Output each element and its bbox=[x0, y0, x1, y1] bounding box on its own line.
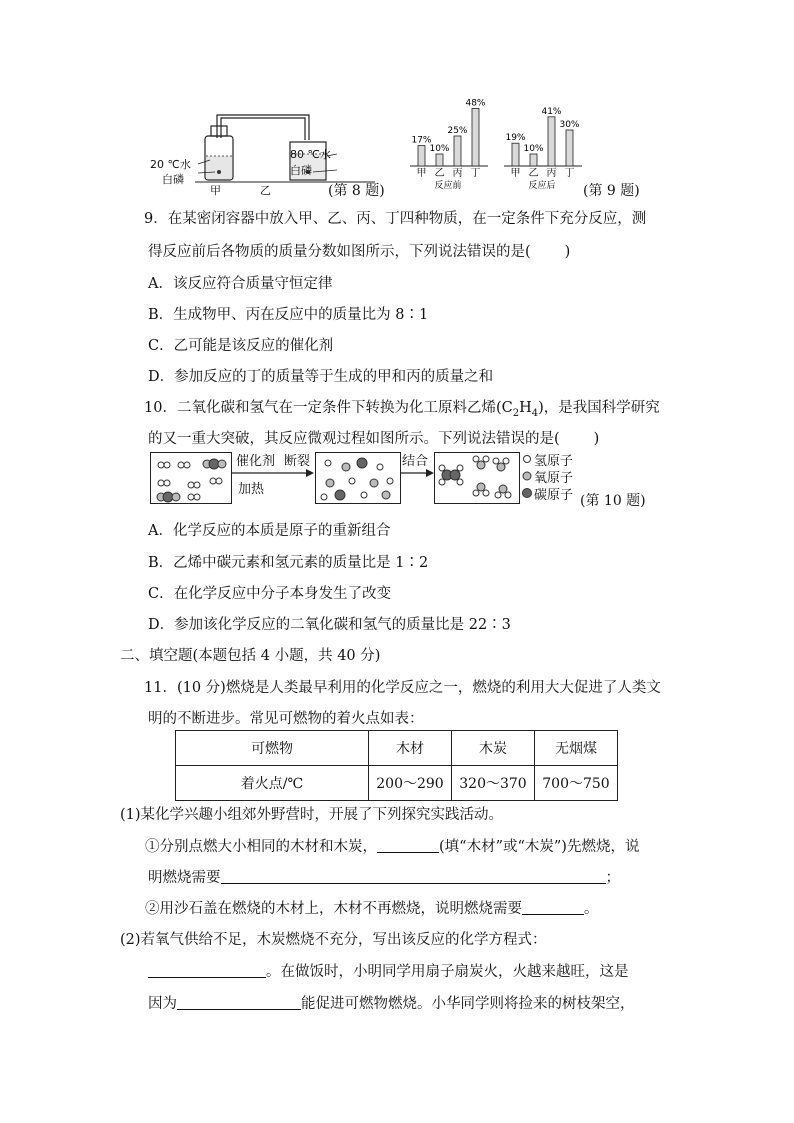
table-header-cell: 木炭 bbox=[452, 731, 535, 766]
bar bbox=[548, 117, 555, 166]
q11-part2-line3-text-a: 因为 bbox=[148, 996, 177, 1012]
arrow-1-icon bbox=[232, 468, 314, 478]
q10-option-d[interactable]: D．参加该化学反应的二氧化碳和氢气的质量比是 22∶3 bbox=[148, 617, 511, 633]
table-header-cell: 无烟煤 bbox=[535, 731, 618, 766]
ignition-point-table bbox=[175, 730, 618, 801]
q9-stem-line2 bbox=[148, 240, 570, 261]
q11-part2-line3 bbox=[148, 992, 635, 1013]
chart-subtitle: 反应前 bbox=[434, 181, 462, 191]
q11-part1-2-end: 。 bbox=[584, 901, 599, 917]
data-label: 48% bbox=[465, 98, 486, 109]
q11-part1-2 bbox=[145, 897, 599, 918]
data-label: 19% bbox=[505, 133, 526, 144]
q10-option-a[interactable]: A．化学反应的本质是原子的重新组合 bbox=[148, 523, 391, 539]
figure-8 bbox=[150, 108, 400, 198]
q11-blank-fuel[interactable] bbox=[377, 838, 439, 853]
q9-option-a[interactable]: A．该反应符合质量守恒定律 bbox=[148, 276, 333, 292]
q10-stem-part-b: H bbox=[519, 400, 532, 416]
q11-part2-line2 bbox=[148, 960, 629, 981]
q11-part1-2-text: ②用沙石盖在燃烧的木材上，木材不再燃烧，说明燃烧需要 bbox=[145, 901, 522, 917]
q11-part2-line2-text: 。在做饭时，小明同学用扇子扇炭火，火越来越旺，这是 bbox=[266, 964, 629, 980]
box-atoms bbox=[315, 452, 401, 504]
bar bbox=[566, 130, 573, 166]
q11-part1-1-text-a: ①分别点燃大小相同的木材和木炭， bbox=[145, 839, 377, 855]
table-cell: 着火点/℃ bbox=[176, 766, 369, 801]
figure-10-caption: (第 10 题) bbox=[580, 493, 646, 509]
q11-blank-reason[interactable] bbox=[177, 995, 301, 1010]
q11-part1-1-text-b: (填“木材”或“木炭”)先燃烧，说 bbox=[439, 839, 640, 855]
tick-label: 丁 bbox=[470, 168, 481, 179]
legend-oxygen: 氧原子 bbox=[534, 471, 574, 486]
bar bbox=[512, 143, 519, 166]
q11-part1-1-line1 bbox=[145, 835, 639, 856]
section-2-title: 二、填空题(本题包括 4 小题，共 40 分) bbox=[120, 648, 381, 664]
table-header-cell: 木材 bbox=[369, 731, 452, 766]
legend-oxygen-icon bbox=[522, 471, 532, 481]
q11-blank-equation[interactable] bbox=[148, 963, 266, 978]
legend-carbon: 碳原子 bbox=[534, 488, 574, 503]
q10-stem-part-c: )，是我国科学研究 bbox=[538, 400, 660, 416]
bar bbox=[454, 136, 461, 166]
label-80c-water: 80 ℃水 bbox=[290, 148, 331, 161]
label-yi: 乙 bbox=[260, 184, 271, 197]
tick-label: 甲 bbox=[510, 168, 521, 179]
bar bbox=[418, 146, 425, 166]
q11-part1-1-line2 bbox=[148, 866, 620, 887]
legend-hydrogen: 氢原子 bbox=[534, 454, 574, 469]
q11-part2-line3-text-b: 能促进可燃物燃烧。小华同学则将捡来的树枝架空， bbox=[301, 996, 635, 1012]
tick-label: 丁 bbox=[564, 168, 575, 179]
tick-label: 乙 bbox=[434, 168, 445, 179]
label-white-phosphorus-left: 白磷 bbox=[162, 173, 184, 186]
tick-label: 乙 bbox=[528, 168, 539, 179]
table-cell: 700～750 bbox=[535, 766, 618, 801]
tick-label: 甲 bbox=[416, 168, 427, 179]
label-white-phosphorus-right: 白磷 bbox=[290, 164, 312, 177]
q10-stem-part-a: 10．二氧化碳和氢气在一定条件下转换为化工原料乙烯(C bbox=[144, 400, 513, 416]
data-label: 25% bbox=[447, 126, 468, 136]
bar bbox=[530, 154, 537, 166]
q11-part1-1-text-c: 明燃烧需要 bbox=[148, 870, 221, 886]
figure-10 bbox=[150, 450, 650, 512]
data-label: 30% bbox=[559, 120, 580, 130]
table-cell: 200～290 bbox=[369, 766, 452, 801]
q10-stem-paren-close: ) bbox=[593, 431, 600, 447]
q11-stem-line2: 明的不断进步。常见可燃物的着火点如表： bbox=[148, 711, 424, 727]
label-heat: 加热 bbox=[238, 482, 265, 497]
data-label: 10% bbox=[429, 144, 450, 154]
q9-option-d[interactable]: D．参加反应的丁的质量等于生成的甲和丙的质量之和 bbox=[148, 369, 494, 385]
bar bbox=[472, 108, 479, 166]
q10-stem-line1 bbox=[144, 396, 660, 419]
bar bbox=[436, 154, 443, 166]
q9-option-b[interactable]: B．生成物甲、丙在反应中的质量比为 8∶1 bbox=[148, 307, 429, 323]
q11-blank-condition-2[interactable] bbox=[522, 900, 584, 915]
q11-part2-intro: (2)若氧气供给不足，木炭燃烧不充分，写出该反应的化学方程式： bbox=[120, 932, 547, 948]
figure-9 bbox=[408, 92, 648, 198]
data-label: 41% bbox=[541, 106, 562, 117]
q10-sub-4: 4 bbox=[531, 407, 539, 419]
label-20c-water: 20 ℃水 bbox=[150, 158, 191, 171]
figure-8-caption: (第 8 题) bbox=[328, 183, 385, 199]
label-break: 断裂 bbox=[284, 454, 311, 469]
figure-9-caption: (第 9 题) bbox=[583, 183, 640, 199]
q10-stem-line2 bbox=[148, 427, 599, 448]
table-row bbox=[176, 731, 618, 766]
box-reactants bbox=[150, 452, 232, 504]
q10-stem-text: 的又一重大突破，其反应微观过程如图所示。下列说法错误的是( bbox=[148, 431, 560, 447]
q11-blank-condition-1[interactable] bbox=[221, 869, 606, 884]
q11-stem-line1: 11．(10 分)燃烧是人类最早利用的化学反应之一，燃烧的利用大大促进了人类文 bbox=[144, 680, 661, 696]
data-label: 17% bbox=[411, 135, 432, 146]
tick-label: 丙 bbox=[452, 168, 463, 179]
q9-stem-line1: 9．在某密闭容器中放入甲、乙、丙、丁四种物质，在一定条件下充分反应，测 bbox=[144, 211, 647, 227]
legend-carbon-icon bbox=[522, 488, 532, 498]
q10-option-b[interactable]: B．乙烯中碳元素和氢元素的质量比是 1∶2 bbox=[148, 555, 429, 571]
q11-part1-1-end: ； bbox=[605, 870, 620, 886]
q9-option-c[interactable]: C．乙可能是该反应的催化剂 bbox=[148, 338, 334, 354]
table-header-cell: 可燃物 bbox=[176, 731, 369, 766]
q11-part1-intro: (1)某化学兴趣小组郊外野营时，开展了下列探究实践活动。 bbox=[120, 807, 504, 823]
label-combine: 结合 bbox=[402, 454, 429, 469]
table-cell: 320～370 bbox=[452, 766, 535, 801]
q10-sub-2: 2 bbox=[512, 407, 520, 419]
data-label: 10% bbox=[523, 144, 544, 154]
chart-subtitle: 反应后 bbox=[528, 181, 556, 191]
label-jia: 甲 bbox=[210, 184, 221, 197]
box-products bbox=[434, 452, 520, 504]
tick-label: 丙 bbox=[546, 168, 557, 179]
table-row bbox=[176, 766, 618, 801]
gas-bottle-apparatus-diagram bbox=[195, 110, 375, 190]
mass-fraction-bar-charts bbox=[408, 92, 588, 192]
q9-stem-text: 得反应前后各物质的质量分数如图所示，下列说法错误的是( bbox=[148, 244, 531, 260]
arrow-2-icon bbox=[400, 468, 434, 478]
legend-hydrogen-icon bbox=[522, 454, 532, 464]
label-catalyst: 催化剂 bbox=[236, 454, 276, 469]
q9-stem-paren-close: ) bbox=[564, 244, 571, 260]
q10-option-c[interactable]: C．在化学反应中分子本身发生了改变 bbox=[148, 586, 392, 602]
